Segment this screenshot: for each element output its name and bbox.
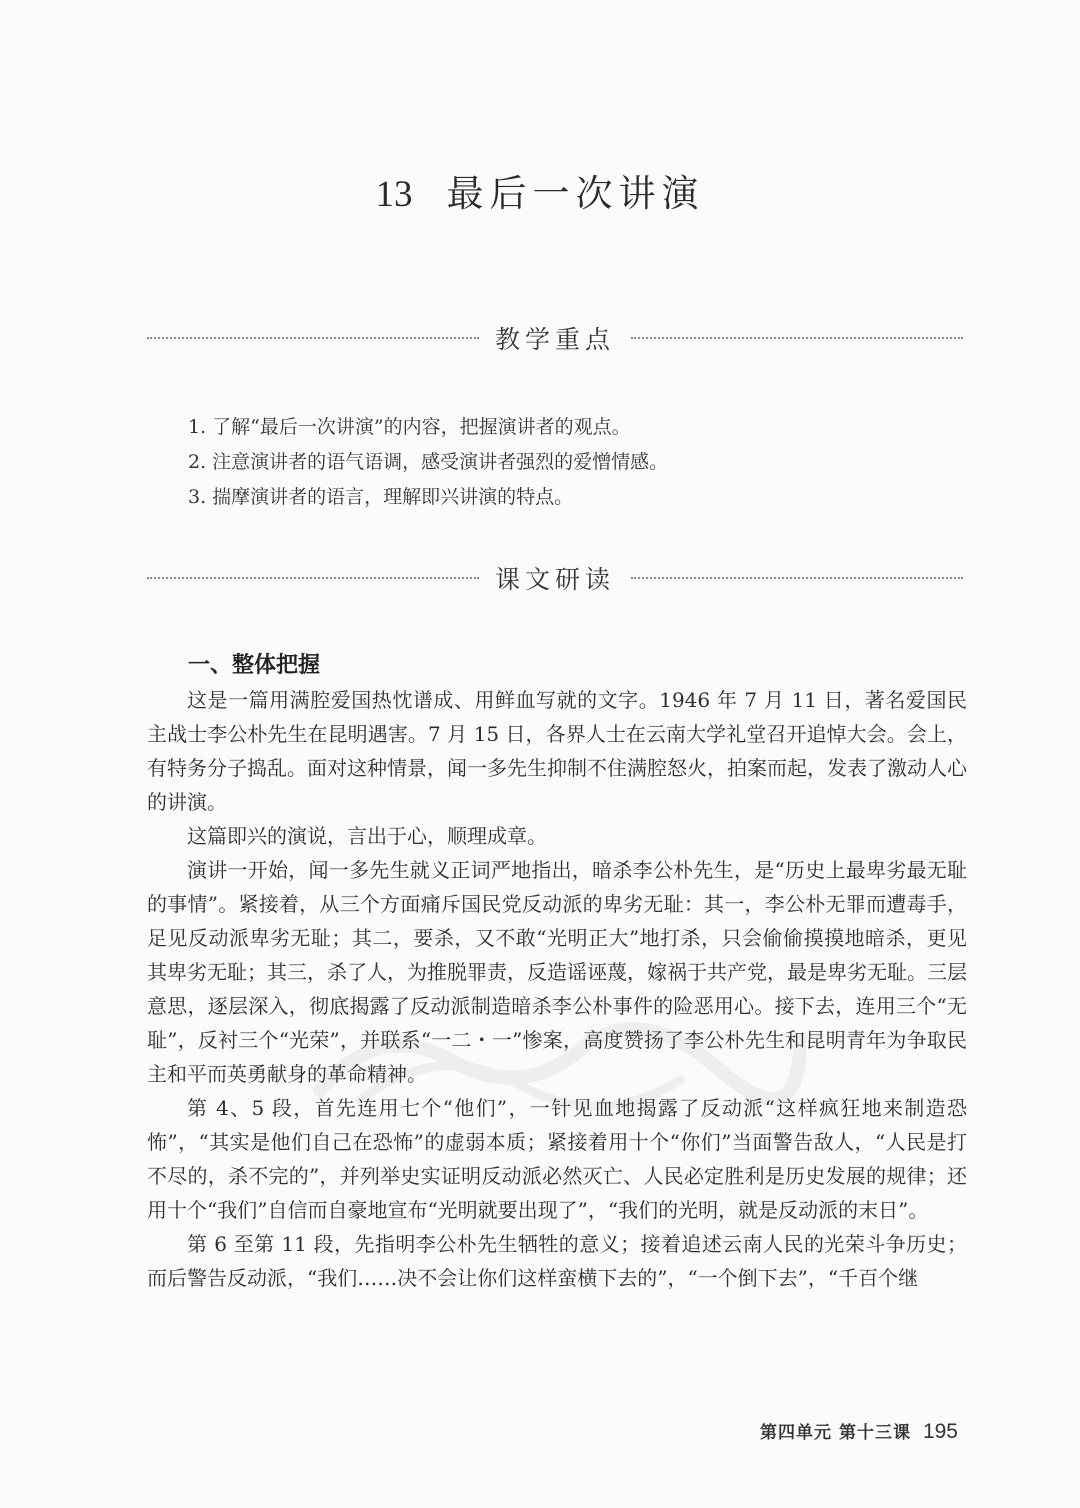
lesson-number: 13 (375, 173, 413, 215)
footer-unit-label: 第四单元 第十三课 (760, 1423, 911, 1443)
page-footer (760, 1418, 958, 1444)
objective-item: 2. 注意演讲者的语气语调，感受演讲者强烈的爱憎情感。 (188, 451, 669, 473)
dotted-rule-left (147, 577, 479, 579)
section-label-focus: 教学重点 (495, 325, 616, 354)
paragraph: 这是一篇用满腔爱国热忱谱成、用鲜血写就的文字。1946 年 7 月 11 日，著名爱国民主战士李公朴先生在昆明遇害。7 月 15 日，各界人士在云南大学礼堂召开追悼大会。会上，有特务分子捣乱。面对这种情景，闻一多先生抑制不住满腔怒火，拍案而起，发表了激动人心的讲演。 (147, 688, 967, 814)
paragraph: 这篇即兴的演说，言出于心，顺理成章。 (187, 824, 547, 848)
objective-item: 3. 揣摩演讲者的语言，理解即兴讲演的特点。 (188, 486, 574, 508)
paragraph: 演讲一开始，闻一多先生就义正词严地指出，暗杀李公朴先生，是“历史上最卑劣最无耻的事情”。紧接着，从三个方面痛斥国民党反动派的卑劣无耻：其一，李公朴无罪而遭毒手，足见反动派卑劣无耻；其二，要杀，又不敢“光明正大”地打杀，只会偷偷摸摸地暗杀，更见其卑劣无耻；其三，杀了人，为推脱罪责，反造谣诬蔑，嫁祸于共产党，最是卑劣无耻。三层意思，逐层深入，彻底揭露了反动派制造暗杀李公朴事件的险恶用心。接下去，连用三个“无耻”，反衬三个“光荣”，并联系“一二・一”惨案，高度赞扬了李公朴先生和昆明青年为争取民主和平而英勇献身的革命精神。 (147, 858, 967, 1086)
subheading-overall: 一、整体把握 (188, 653, 321, 678)
section-label-study: 课文研读 (495, 565, 616, 594)
dotted-rule-right (631, 337, 963, 339)
page-number: 195 (922, 1420, 958, 1443)
section-header-focus (147, 318, 963, 358)
lesson-title-text: 最后一次讲演 (446, 171, 705, 215)
section-header-study (147, 558, 963, 598)
body-text (147, 683, 967, 1295)
paragraph: 第 4、5 段，首先连用七个“他们”，一针见血地揭露了反动派“这样疯狂地来制造恐怖”，“其实是他们自己在恐怖”的虚弱本质；紧接着用十个“你们”当面警告敌人，“人民是打不尽的，杀不完的”，并列举史实证明反动派必然灭亡、人民必定胜利是历史发展的规律；还用十个“我们”自信而自豪地宣布“光明就要出现了”，“我们的光明，就是反动派的末日”。 (147, 1096, 967, 1222)
paragraph: 第 6 至第 11 段，先指明李公朴先生牺牲的意义；接着追述云南人民的光荣斗争历史；而后警告反动派，“我们……决不会让你们这样蛮横下去的”，“一个倒下去”，“千百个继 (147, 1232, 967, 1290)
objective-item: 1. 了解“最后一次讲演”的内容，把握演讲者的观点。 (188, 416, 631, 438)
objectives-list (188, 410, 968, 515)
lesson-title (0, 163, 1080, 217)
dotted-rule-right (631, 577, 963, 579)
dotted-rule-left (147, 337, 479, 339)
